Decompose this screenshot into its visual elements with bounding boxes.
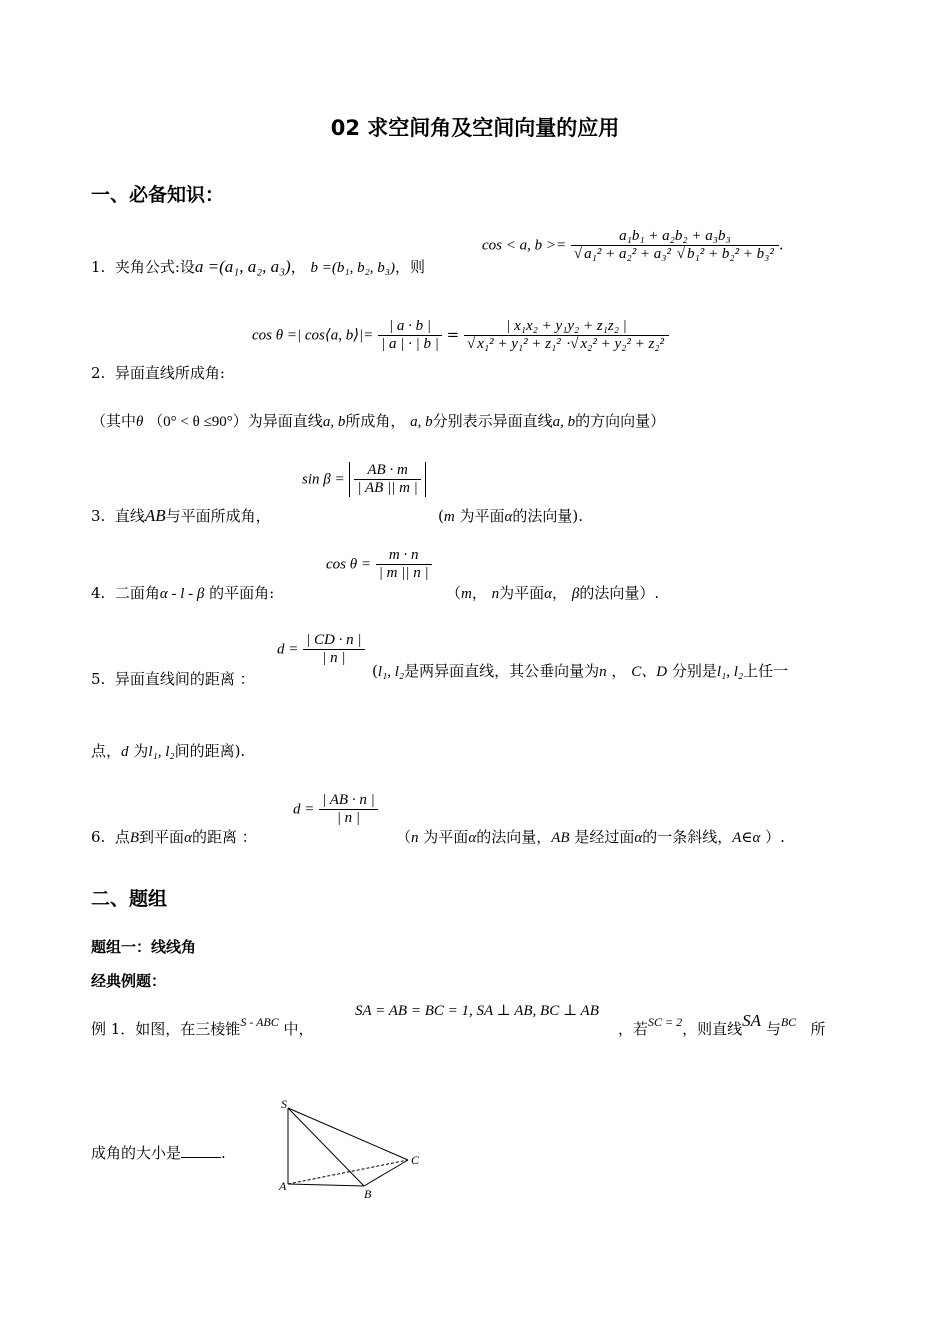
item-3-formula: sin β = $\frac{AB \cdot m}{| AB || m |}$ xyxy=(302,462,426,497)
item-2-note: （其中θ （0° < θ ≤90°）为异面直线a, b所成角， a, b分别表示异面直线a, b的方向向量） xyxy=(91,412,666,430)
item-4-formula: cos θ = $\frac{m \cdot n}{| m || n |}$ xyxy=(326,547,432,582)
item-5-formula: d = $\frac{| CD \cdot n |}{| n |}$ xyxy=(277,632,365,667)
example-1-line2: 成角的大小是 . xyxy=(91,1144,226,1162)
answer-blank[interactable] xyxy=(181,1145,221,1158)
example-1-text: 例 1．如图，在三棱锥$^{S - ABC}$ 中， xyxy=(91,1015,314,1038)
example-1-tail: ，若$^{SC = 2}$，则直线SA 与$^{BC}$ 所 xyxy=(618,1011,826,1038)
vertex-label-a: A xyxy=(279,1179,287,1193)
vertex-label-b: B xyxy=(364,1187,372,1201)
edge-ab xyxy=(288,1184,364,1186)
item-6-note: （n 为平面α的法向量，AB 是经过面α的一条斜线，A∈α ）. xyxy=(396,828,785,846)
item-3-note: (m 为平面α的法向量). xyxy=(438,507,583,525)
item-2-formula: cos θ =| cos⟨a, b⟩|= $\frac{| a \cdot b |}{| a | \cdot | b |}$ = $\frac{\text{| x₁x₂ + y₁y₂ + z₁z₂ |}}{\text{√ x₁² + y₁² + z₁² ·√ x₂² + y₂² + z₂²}}$ xyxy=(252,318,669,353)
group-1-heading: 题组一：线线角 xyxy=(91,938,197,956)
item-2-label: 2. 异面直线所成角: xyxy=(91,364,225,382)
classic-examples-heading: 经典例题： xyxy=(91,972,167,990)
item-5-note: (l₁, l₂是两异面直线，其公垂向量为n ， C、D 分别是l₁, l₂上任一 xyxy=(372,662,789,680)
edge-ac-hidden xyxy=(288,1160,408,1184)
tetrahedron-figure xyxy=(272,1094,432,1204)
section-heading-knowledge: 一、必备知识： xyxy=(91,184,225,206)
edge-sc xyxy=(288,1108,408,1160)
item-5-label: 5. 异面直线间的距离 ： xyxy=(91,670,255,688)
item-1-formula: cos < a, b >= $\frac{\text{a₁b₁ + a₂b₂ + a₃b₃}}{\text{√ a₁² + a₂² + a₃² √ b₁² + b₂² + b₃²}}$ . xyxy=(482,228,784,262)
item-5-line2: 点，d 为l₁, l₂间的距离). xyxy=(91,742,246,760)
item-3-text: 3. 直线AB与平面所成角， xyxy=(91,506,271,525)
item-1-text: 1. 夹角公式:设a =(a₁, a₂, a₃)， b =(b₁, b₂, b₃)，则 xyxy=(91,257,426,276)
section-heading-exercises: 二、题组 xyxy=(91,888,168,910)
edge-sb xyxy=(288,1108,364,1186)
vertex-label-c: C xyxy=(411,1153,420,1167)
item-4-note: （m， n为平面α， β的法向量）. xyxy=(446,584,660,602)
page-title: 02 求空间角及空间向量的应用 xyxy=(330,116,620,140)
example-1-condition: SA = AB = BC = 1, SA ⊥ AB, BC ⊥ AB xyxy=(355,1003,599,1019)
item-6-formula: d = $\frac{| AB \cdot n |}{| n |}$ xyxy=(293,792,378,827)
vertex-label-s: S xyxy=(281,1097,287,1111)
item-6-text: 6. 点B到平面α的距离 ： xyxy=(91,828,257,846)
item-4-text: 4. 二面角α - l - β 的平面角: xyxy=(91,584,275,602)
